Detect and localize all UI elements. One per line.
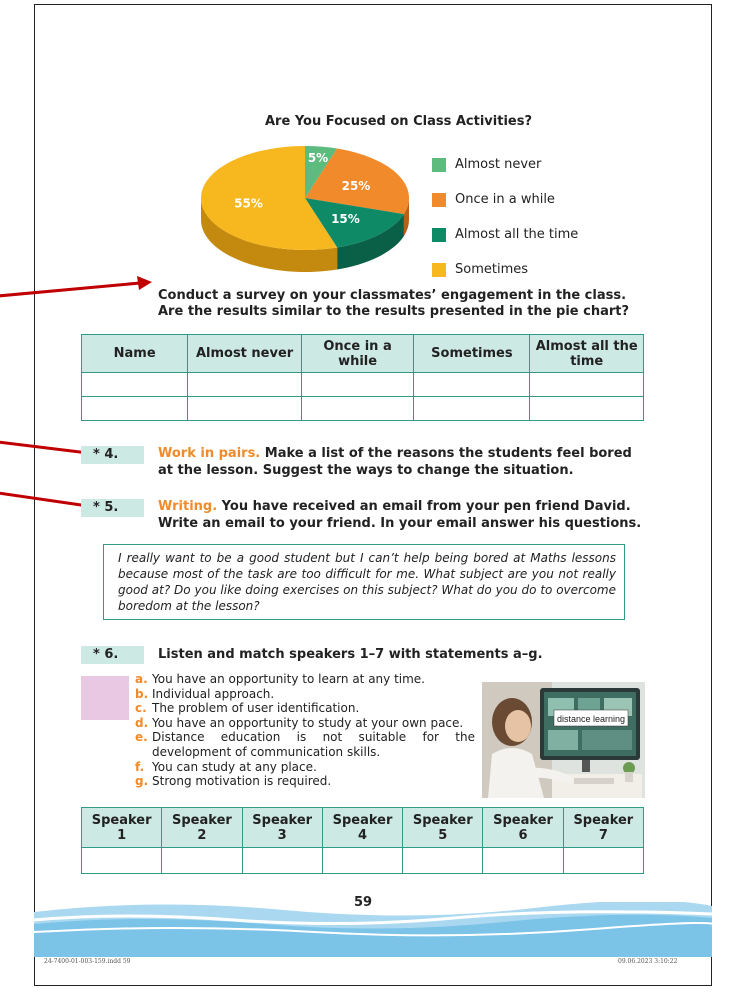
statements-list (135, 672, 475, 789)
survey-instruction: Conduct a survey on your classmates’ engagement in the class. Are the results similar to the results presented in the pie chart? (158, 288, 630, 319)
task-5-body: You have received an email from your pen friend David. Write an email to your friend. In your email answer his questions. (158, 499, 642, 531)
speakers-table (81, 807, 644, 874)
table-cell[interactable] (188, 397, 302, 421)
task-5-lead: Writing. (158, 499, 218, 514)
legend-item-once-in-a-while (432, 182, 578, 217)
legend-label: Almost never (455, 157, 542, 172)
table-cell[interactable] (82, 373, 188, 397)
speaker-header-1: Speaker 1 (82, 808, 162, 848)
task-number-5: * 5. (81, 499, 144, 517)
answer-cell[interactable] (403, 848, 483, 874)
email-box: I really want to be a good student but I can’t help being bored at Maths lessons because most of the task are too difficult for me. What subject are you not really good at? Do you like doing exercises on this subject? What do you do to overcome boredom at the lesson? (103, 544, 625, 620)
statement-c: c. The problem of user identification. (135, 701, 360, 716)
answer-cell[interactable] (242, 848, 322, 874)
legend-label: Once in a while (455, 192, 555, 207)
footer-file-info: 24-7400-01-003-159.indd 59 (44, 958, 131, 965)
answer-cell[interactable] (322, 848, 402, 874)
table-cell[interactable] (414, 397, 530, 421)
task-4-body: Make a list of the reasons the students feel bored at the lesson. Suggest the ways to change the situation. (158, 446, 632, 478)
speaker-header-4: Speaker 4 (322, 808, 402, 848)
legend-swatch (432, 228, 446, 242)
legend-item-almost-never (432, 147, 578, 182)
speaker-header-3: Speaker 3 (242, 808, 322, 848)
answer-cell[interactable] (483, 848, 563, 874)
answer-box (81, 676, 129, 720)
pie-chart (198, 140, 428, 275)
answer-cell[interactable] (162, 848, 242, 874)
column-header-almost-all-the-time: Almost all the time (530, 335, 644, 373)
column-header-once-in-a-while: Once in a while (301, 335, 413, 373)
footer-wave (34, 902, 712, 957)
statement-g: g. Strong motivation is required. (135, 774, 332, 789)
task-number-4: * 4. (81, 446, 144, 464)
table-cell[interactable] (530, 397, 644, 421)
speaker-header-7: Speaker 7 (563, 808, 643, 848)
table-row (82, 397, 644, 421)
table-row (82, 373, 644, 397)
arrow-survey (0, 276, 152, 296)
chart-legend (432, 147, 578, 287)
legend-item-almost-all-the-time (432, 217, 578, 252)
task-6-text: Listen and match speakers 1–7 with statements a–g. (158, 647, 543, 662)
task-4-text (158, 445, 646, 479)
pie-slice-label: 55% (234, 196, 263, 211)
pie-slice-label: 15% (331, 212, 360, 227)
answer-cell[interactable] (82, 848, 162, 874)
task-number-6: * 6. (81, 646, 144, 664)
column-header-almost-never: Almost never (188, 335, 302, 373)
chart-title: Are You Focused on Class Activities? (265, 114, 532, 129)
legend-label: Almost all the time (455, 227, 579, 242)
speaker-header-5: Speaker 5 (403, 808, 483, 848)
table-cell[interactable] (530, 373, 644, 397)
column-header-name: Name (82, 335, 188, 373)
table-cell[interactable] (414, 373, 530, 397)
answer-cell[interactable] (563, 848, 643, 874)
pie-slice-label: 25% (341, 179, 371, 194)
legend-swatch (432, 263, 446, 277)
task-5-text (158, 498, 646, 532)
table-cell[interactable] (301, 397, 413, 421)
statement-f: f. You can study at any place. (135, 759, 317, 774)
page-number: 59 (354, 895, 373, 910)
column-header-sometimes: Sometimes (414, 335, 530, 373)
legend-item-sometimes (432, 252, 578, 287)
footer-timestamp: 09.06.2023 3:10:22 (618, 958, 678, 965)
task-4-lead: Work in pairs. (158, 446, 261, 461)
speakers-header-row (82, 808, 644, 848)
table-cell[interactable] (82, 397, 188, 421)
survey-table (81, 334, 644, 421)
statement-e: e. Distance education is not suitable for the development of communication skills. (135, 730, 475, 759)
speaker-header-2: Speaker 2 (162, 808, 242, 848)
photo-caption: distance learning (556, 714, 626, 724)
distance-learning-photo (482, 682, 645, 798)
speaker-header-6: Speaker 6 (483, 808, 563, 848)
pie-slice-label: 5% (307, 150, 329, 165)
statement-b: b. Individual approach. (135, 686, 275, 701)
table-cell[interactable] (188, 373, 302, 397)
statement-a: a. You have an opportunity to learn at any time. (135, 672, 425, 686)
survey-header-row (82, 335, 644, 373)
legend-label: Sometimes (455, 262, 529, 277)
statement-d: d. You have an opportunity to study at your own pace. (135, 715, 464, 730)
speakers-answer-row (82, 848, 644, 874)
table-cell[interactable] (301, 373, 413, 397)
legend-swatch (432, 158, 446, 172)
legend-swatch (432, 193, 446, 207)
